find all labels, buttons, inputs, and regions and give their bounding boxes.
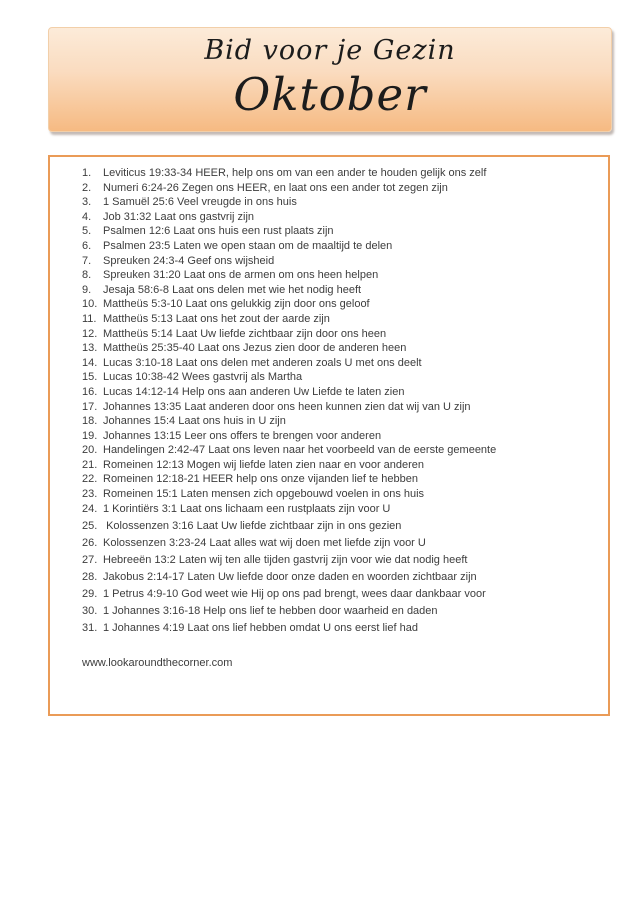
item-number: 24. <box>82 502 98 515</box>
list-item <box>82 312 600 327</box>
list-item <box>82 604 600 619</box>
item-text: Lucas 3:10-18 Laat ons delen met anderen zoals U met ons deelt <box>103 356 422 369</box>
item-number: 12. <box>82 327 98 340</box>
list-item <box>82 370 600 385</box>
list-item <box>82 587 600 602</box>
item-text: Hebreeën 13:2 Laten wij ten alle tijden gastvrij zijn voor wie dat nodig heeft <box>103 553 468 566</box>
item-number: 15. <box>82 371 98 384</box>
item-text: Spreuken 31:20 Laat ons de armen om ons heen helpen <box>103 269 379 282</box>
item-number: 10. <box>82 298 98 311</box>
item-text: Kolossenzen 3:16 Laat Uw liefde zichtbaar zijn in ons gezien <box>103 519 402 532</box>
item-number: 23. <box>82 488 98 501</box>
item-number: 28. <box>82 571 98 584</box>
list-item <box>82 429 600 444</box>
list-item <box>82 297 600 312</box>
list-item <box>82 502 600 517</box>
item-text: 1 Petrus 4:9-10 God weet wie Hij op ons pad brengt, wees daar dankbaar voor <box>103 588 486 601</box>
item-number: 2. <box>82 181 92 194</box>
item-number: 22. <box>82 473 98 486</box>
item-number: 7. <box>82 254 92 267</box>
item-text: Leviticus 19:33-34 HEER, help ons om van een ander te houden gelijk ons zelf <box>103 167 487 179</box>
list-item <box>82 239 600 254</box>
item-number: 13. <box>82 342 98 355</box>
item-text: Jesaja 58:6-8 Laat ons delen met wie het nodig heeft <box>103 283 362 296</box>
item-number: 25. <box>82 519 98 532</box>
list-item <box>82 327 600 342</box>
list-item <box>82 487 600 502</box>
item-text: Mattheüs 5:13 Laat ons het zout der aarde zijn <box>103 312 330 325</box>
item-number: 4. <box>82 210 92 223</box>
item-number: 19. <box>82 429 98 442</box>
list-item <box>82 268 600 283</box>
item-text: Mattheüs 5:3-10 Laat ons gelukkig zijn door ons geloof <box>103 298 370 311</box>
item-number: 17. <box>82 400 98 413</box>
list-item <box>82 414 600 429</box>
item-number: 9. <box>82 283 92 296</box>
header-banner <box>48 27 612 132</box>
item-number: 20. <box>82 444 98 457</box>
item-number: 31. <box>82 622 98 635</box>
list-item <box>82 570 600 585</box>
item-text: 1 Johannes 4:19 Laat ons lief hebben omdat U ons eerst lief had <box>103 622 418 635</box>
document-title: Oktober <box>233 68 427 121</box>
item-text: Mattheüs 5:14 Laat Uw liefde zichtbaar zijn door ons heen <box>103 327 387 340</box>
item-number: 1. <box>82 167 92 179</box>
item-text: Spreuken 24:3-4 Geef ons wijsheid <box>103 254 275 267</box>
list-item <box>82 519 600 534</box>
item-number: 27. <box>82 553 98 566</box>
item-text: Psalmen 12:6 Laat ons huis een rust plaats zijn <box>103 225 334 238</box>
list-item <box>82 553 600 568</box>
website-url: www.lookaroundthecorner.com <box>82 657 233 669</box>
item-number: 3. <box>82 196 92 209</box>
item-number: 21. <box>82 458 98 471</box>
item-number: 14. <box>82 356 98 369</box>
list-item <box>82 254 600 269</box>
list-item <box>82 181 600 196</box>
item-text: Mattheüs 25:35-40 Laat ons Jezus zien door de anderen heen <box>103 342 407 355</box>
item-number: 8. <box>82 269 92 282</box>
item-number: 11. <box>82 312 97 325</box>
item-text: Johannes 13:15 Leer ons offers te brengen voor anderen <box>103 429 382 442</box>
list-item <box>82 621 600 636</box>
prayer-list-box <box>48 155 610 716</box>
list-item <box>82 166 600 181</box>
item-text: 1 Korintiërs 3:1 Laat ons lichaam een rustplaats zijn voor U <box>103 502 391 515</box>
item-text: Lucas 10:38-42 Wees gastvrij als Martha <box>103 371 303 384</box>
list-item <box>82 210 600 225</box>
list-item <box>82 472 600 487</box>
item-number: 30. <box>82 605 98 618</box>
prayer-list <box>50 166 608 636</box>
item-number: 26. <box>82 536 98 549</box>
item-text: Johannes 15:4 Laat ons huis in U zijn <box>103 415 286 428</box>
list-item <box>82 195 600 210</box>
item-number: 5. <box>82 225 92 238</box>
item-text: Romeinen 15:1 Laten mensen zich opgebouwd voelen in ons huis <box>103 488 425 501</box>
item-number: 18. <box>82 415 98 428</box>
item-number: 6. <box>82 239 92 252</box>
list-item <box>82 443 600 458</box>
list-item <box>82 458 600 473</box>
item-text: Romeinen 12:18-21 HEER help ons onze vijanden lief te hebben <box>103 473 418 486</box>
item-text: Lucas 14:12-14 Help ons aan anderen Uw Liefde te laten zien <box>103 385 405 398</box>
item-text: Kolossenzen 3:23-24 Laat alles wat wij doen met liefde zijn voor U <box>103 536 426 549</box>
item-text: 1 Samuël 25:6 Veel vreugde in ons huis <box>103 196 297 209</box>
item-text: 1 Johannes 3:16-18 Help ons lief te hebben door waarheid en daden <box>103 605 438 618</box>
item-text: Job 31:32 Laat ons gastvrij zijn <box>103 210 255 223</box>
item-text: Handelingen 2:42-47 Laat ons leven naar het voorbeeld van de eerste gemeente <box>103 444 497 457</box>
list-item <box>82 224 600 239</box>
list-item <box>82 385 600 400</box>
item-text: Numeri 6:24-26 Zegen ons HEER, en laat ons een ander tot zegen zijn <box>103 181 448 194</box>
item-number: 29. <box>82 588 98 601</box>
item-text: Psalmen 23:5 Laten we open staan om de maaltijd te delen <box>103 239 393 252</box>
list-item <box>82 283 600 298</box>
item-text: Johannes 13:35 Laat anderen door ons heen kunnen zien dat wij van U zijn <box>103 400 471 413</box>
document-subtitle: Bid voor je Gezin <box>204 35 456 66</box>
item-text: Romeinen 12:13 Mogen wij liefde laten zien naar en voor anderen <box>103 458 425 471</box>
item-number: 16. <box>82 385 98 398</box>
list-item <box>82 536 600 551</box>
list-item <box>82 341 600 356</box>
list-item <box>82 356 600 371</box>
item-text: Jakobus 2:14-17 Laten Uw liefde door onze daden en woorden zichtbaar zijn <box>103 571 477 584</box>
list-item <box>82 400 600 415</box>
